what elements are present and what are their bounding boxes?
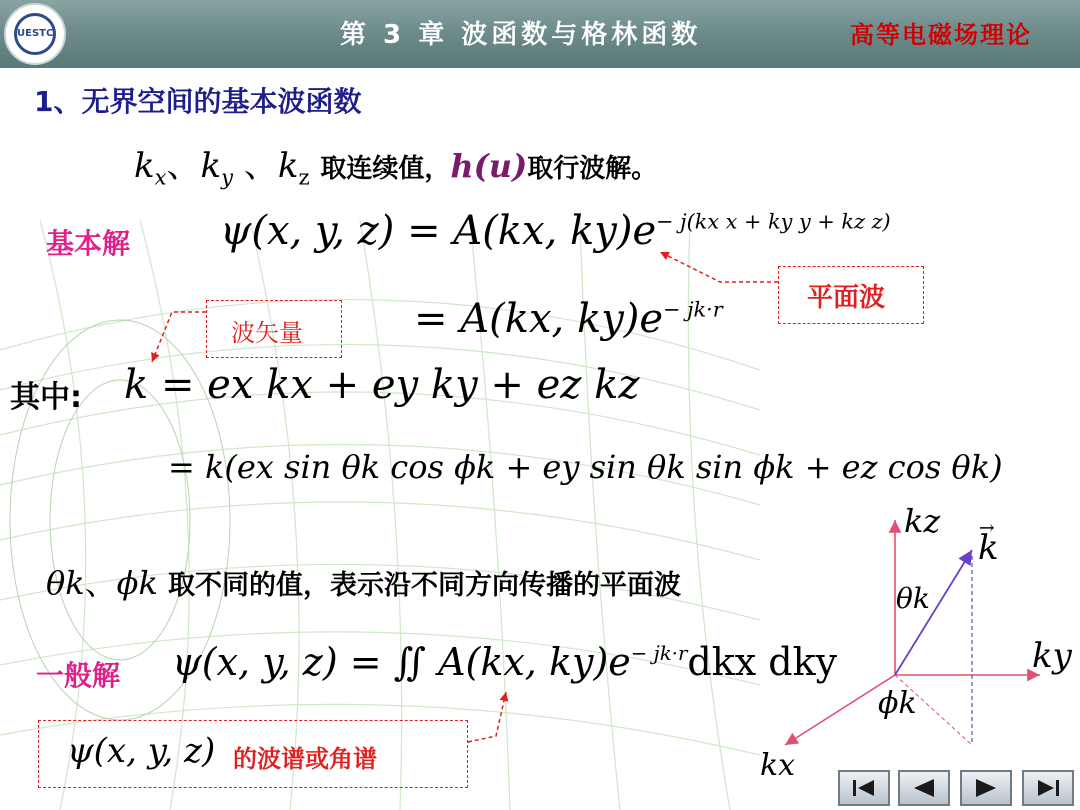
kz-label: kz (904, 502, 941, 540)
where-label: 其中: (10, 380, 82, 415)
next-slide-button[interactable] (960, 770, 1012, 806)
wave-vector-callout: 波矢量 (206, 300, 342, 358)
section-title: 1、无界空间的基本波函数 (34, 85, 362, 118)
basic-solution-label: 基本解 (46, 227, 131, 260)
plane-wave-equation: = A(kx, $ky)e^{- jk\cdot r}$ (414, 296, 723, 342)
chapter-title: 第 3 章 波函数与格林函数 (340, 20, 702, 50)
continuous-values-line: $k_x$、$k_y$ 、$k_z$ 取连续值，h(u)取行波解。 (134, 146, 658, 190)
first-slide-button[interactable] (838, 770, 890, 806)
general-solution-label: 一般解 (36, 659, 121, 692)
theta-label: θk (896, 582, 930, 615)
forward-triangle-icon (962, 772, 1010, 804)
ky-label: ky (1032, 636, 1072, 676)
wave-vector-equation: k = ex kx + ey ky + ez kz (124, 362, 640, 408)
kx-label: kx (760, 748, 796, 783)
previous-slide-button[interactable] (898, 770, 950, 806)
course-title: 高等电磁场理论 (850, 21, 1032, 49)
basic-solution-equation: ψ(x, y, z) = A(kx, $ky)e^{- j(kx x + ky y + kz z)}$ (220, 208, 891, 254)
last-slide-button[interactable] (1022, 770, 1074, 806)
general-solution-equation: ψ(x, y, z) = ∬ A(kx, $ky)e^{- jk\cdot r}dkx$ dky (172, 640, 838, 684)
plane-wave-callout: 平面波 (778, 266, 924, 324)
angular-spectrum-callout: ψ(x, y, z) 的波谱或角谱 (38, 720, 468, 788)
back-triangle-icon (900, 772, 948, 804)
logo-text: UESTC (17, 28, 54, 39)
angles-sentence: θk、ϕk 取不同的值，表示沿不同方向传播的平面波 (46, 564, 682, 602)
skip-back-icon (840, 772, 888, 804)
skip-forward-icon (1024, 772, 1072, 804)
k-label: → k (978, 528, 999, 568)
phi-label: ϕk (878, 686, 917, 721)
wave-vector-expansion: = k(ex sin θk cos ϕk + ey sin θk sin ϕk + ez cos θk) (168, 448, 1003, 486)
